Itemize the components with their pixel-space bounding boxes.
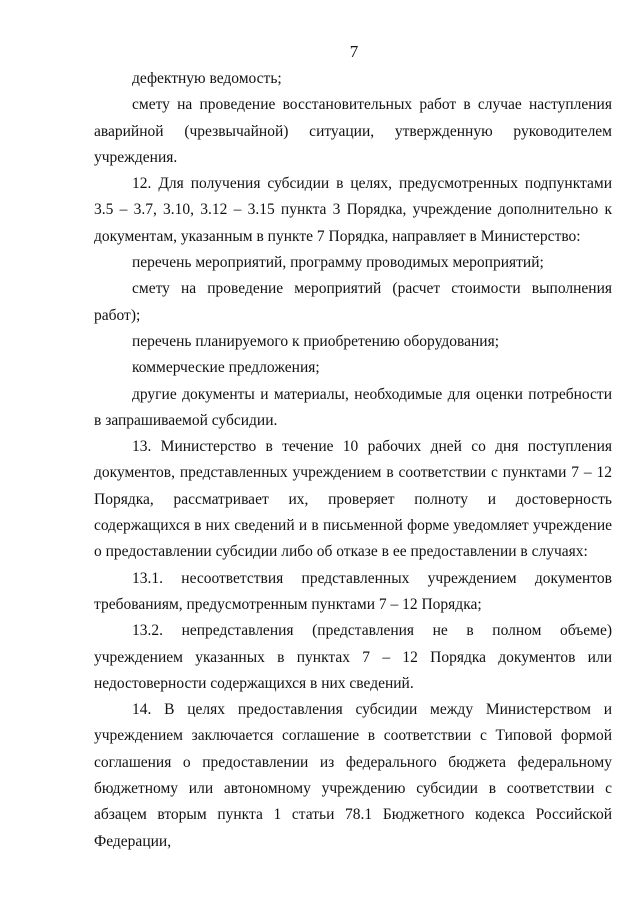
- paragraph: 13. Министерство в течение 10 рабочих дней со дня поступления документов, представленных учреждением в соответствии с пунктами 7 – 12 Порядка, рассматривает их, проверяет полноту и достоверность содержащихся в них сведений и в письменной форме уведомляет учреждение о предоставлении субсидии либо об отказе в ее предоставлении в случаях:: [94, 438, 612, 561]
- paragraph: 12. Для получения субсидии в целях, предусмотренных подпунктами 3.5 – 3.7, 3.10, 3.12 – 3.15 пункта 3 Порядка, учреждение дополнительно к документам, указанным в пункте 7 Порядка, направляет в Министерство:: [94, 175, 612, 245]
- paragraph: перечень планируемого к приобретению оборудования;: [132, 332, 500, 350]
- paragraph: перечень мероприятий, программу проводимых мероприятий;: [132, 254, 544, 272]
- paragraph: смету на проведение мероприятий (расчет стоимости выполнения работ);: [94, 280, 612, 324]
- paragraph: 13.2. непредставления (представления не в полном объеме) учреждением указанных в пунктах 7 – 12 Порядка документов или недостоверности содержащихся в них сведений.: [94, 622, 612, 692]
- paragraph: дефектную ведомость;: [132, 70, 282, 87]
- paragraph: коммерческие предложения;: [132, 359, 320, 377]
- paragraph: 13.1. несоответствия представленных учреждением документов требованиям, предусмотренным пунктами 7 – 12 Порядка;: [94, 569, 612, 613]
- paragraph: другие документы и материалы, необходимые для оценки потребности в запрашиваемой субсидии.: [94, 385, 612, 429]
- paragraph: смету на проведение восстановительных работ в случае наступления аварийной (чрезвычайной) ситуации, утвержденную руководителем учреждения.: [94, 96, 612, 166]
- document-body: [94, 66, 612, 855]
- paragraph: 14. В целях предоставления субсидии между Министерством и учреждением заключается соглашение в соответствии с Типовой формой соглашения о предоставлении из федерального бюджета федеральному бюджетному или автономному учреждению субсидии в соответствии с абзацем вторым пункта 1 статьи 78.1 Бюджетного кодекса Российской Федерации,: [94, 701, 612, 850]
- page-number: 7: [349, 42, 359, 61]
